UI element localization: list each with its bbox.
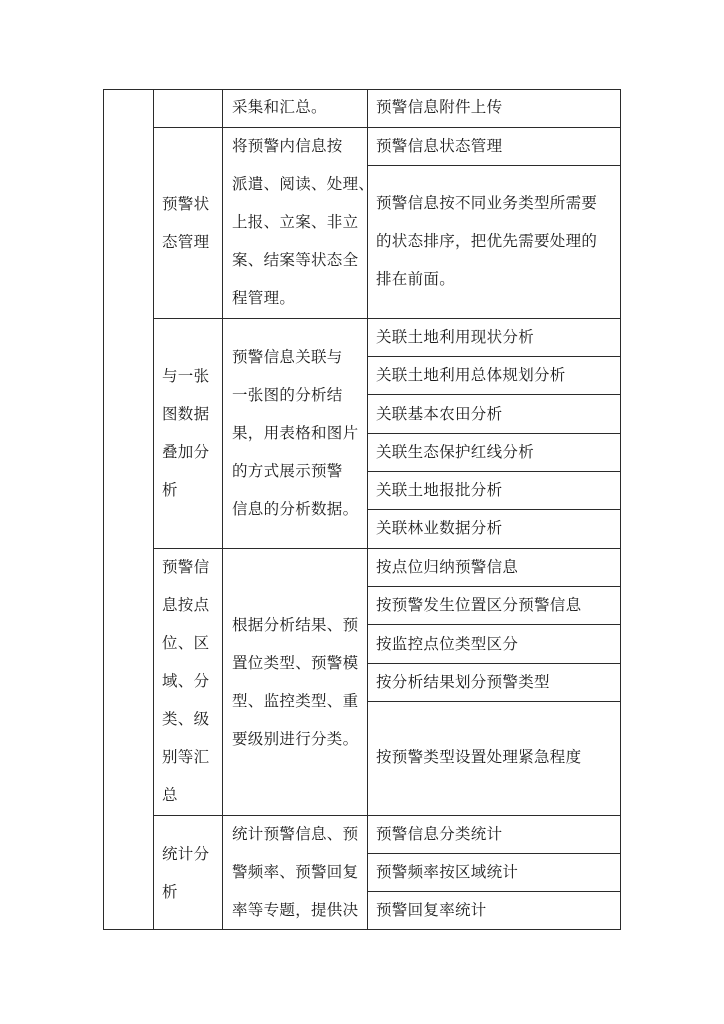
item-divider [367, 624, 621, 625]
description-line: 警频率、预警回复 [232, 863, 359, 881]
item-text: 预警信息状态管理 [376, 137, 503, 155]
table-column-divider [222, 89, 223, 930]
item-divider [367, 471, 621, 472]
feature-name-line: 别等汇 [162, 748, 210, 766]
row-divider [153, 127, 621, 128]
description-line: 果，用表格和图片 [232, 424, 359, 442]
item-divider [367, 853, 621, 854]
feature-name-line: 析 [162, 481, 178, 499]
item-text: 关联土地报批分析 [376, 481, 503, 499]
item-text: 预警信息附件上传 [376, 98, 503, 116]
feature-name-line: 叠加分 [162, 443, 210, 461]
description-line: 率等专题，提供决 [232, 901, 359, 919]
row-divider [153, 815, 621, 816]
item-divider [367, 891, 621, 892]
description-line: 案、结案等状态全 [232, 251, 359, 269]
feature-name-line: 析 [162, 883, 178, 901]
table-column-divider [153, 89, 154, 930]
feature-name-line: 图数据 [162, 405, 210, 423]
table-border-left [103, 89, 104, 930]
item-divider [367, 433, 621, 434]
item-text: 按预警类型设置处理紧急程度 [376, 748, 582, 766]
feature-name-line: 息按点 [162, 596, 210, 614]
item-text: 关联土地利用总体规划分析 [376, 366, 566, 384]
description-line: 信息的分析数据。 [232, 500, 359, 518]
description-line: 程管理。 [232, 289, 296, 307]
item-text: 关联基本农田分析 [376, 405, 503, 423]
item-text: 预警信息分类统计 [376, 825, 503, 843]
feature-name-line: 预警状 [162, 195, 210, 213]
item-divider [367, 509, 621, 510]
item-text: 按监控点位类型区分 [376, 635, 519, 653]
row-divider [153, 318, 621, 319]
item-text: 按分析结果划分预警类型 [376, 673, 550, 691]
item-text: 关联土地利用现状分析 [376, 328, 535, 346]
description-line: 要级别进行分类。 [232, 730, 359, 748]
item-text: 关联生态保护红线分析 [376, 443, 535, 461]
feature-name-line: 类、级 [162, 710, 210, 728]
description-line: 上报、立案、非立 [232, 213, 359, 231]
description-line: 预警信息关联与 [232, 348, 343, 366]
description-line: 统计预警信息、预 [232, 825, 359, 843]
item-divider [367, 701, 621, 702]
item-text: 关联林业数据分析 [376, 519, 503, 537]
item-divider [367, 586, 621, 587]
description-line: 派遣、阅读、处理、 [232, 175, 375, 193]
table-border-bottom [103, 929, 621, 930]
table-border-top [103, 89, 621, 90]
feature-name-line: 总 [162, 786, 178, 804]
feature-name-line: 域、分 [162, 672, 210, 690]
description-line: 的方式展示预警 [232, 462, 343, 480]
description-line: 将预警内信息按 [232, 137, 343, 155]
item-text-line: 排在前面。 [376, 270, 456, 288]
row-divider [153, 548, 621, 549]
description-line: 置位类型、预警模 [232, 654, 359, 672]
item-text: 按点位归纳预警信息 [376, 558, 519, 576]
description-line: 一张图的分析结 [232, 386, 343, 404]
description-line: 型、监控类型、重 [232, 692, 359, 710]
item-text: 预警频率按区域统计 [376, 863, 519, 881]
item-text-line: 预警信息按不同业务类型所需要 [376, 194, 598, 212]
description-line: 根据分析结果、预 [232, 616, 359, 634]
description-line: 采集和汇总。 [232, 98, 327, 116]
feature-name-line: 统计分 [162, 845, 210, 863]
item-text-line: 的状态排序，把优先需要处理的 [376, 232, 598, 250]
feature-name-line: 预警信 [162, 558, 210, 576]
item-text: 按预警发生位置区分预警信息 [376, 596, 582, 614]
item-divider [367, 165, 621, 166]
feature-name-line: 态管理 [162, 233, 210, 251]
feature-name-line: 位、区 [162, 634, 210, 652]
item-divider [367, 394, 621, 395]
item-divider [367, 663, 621, 664]
item-text: 预警回复率统计 [376, 901, 487, 919]
feature-name-line: 与一张 [162, 367, 210, 385]
item-divider [367, 356, 621, 357]
